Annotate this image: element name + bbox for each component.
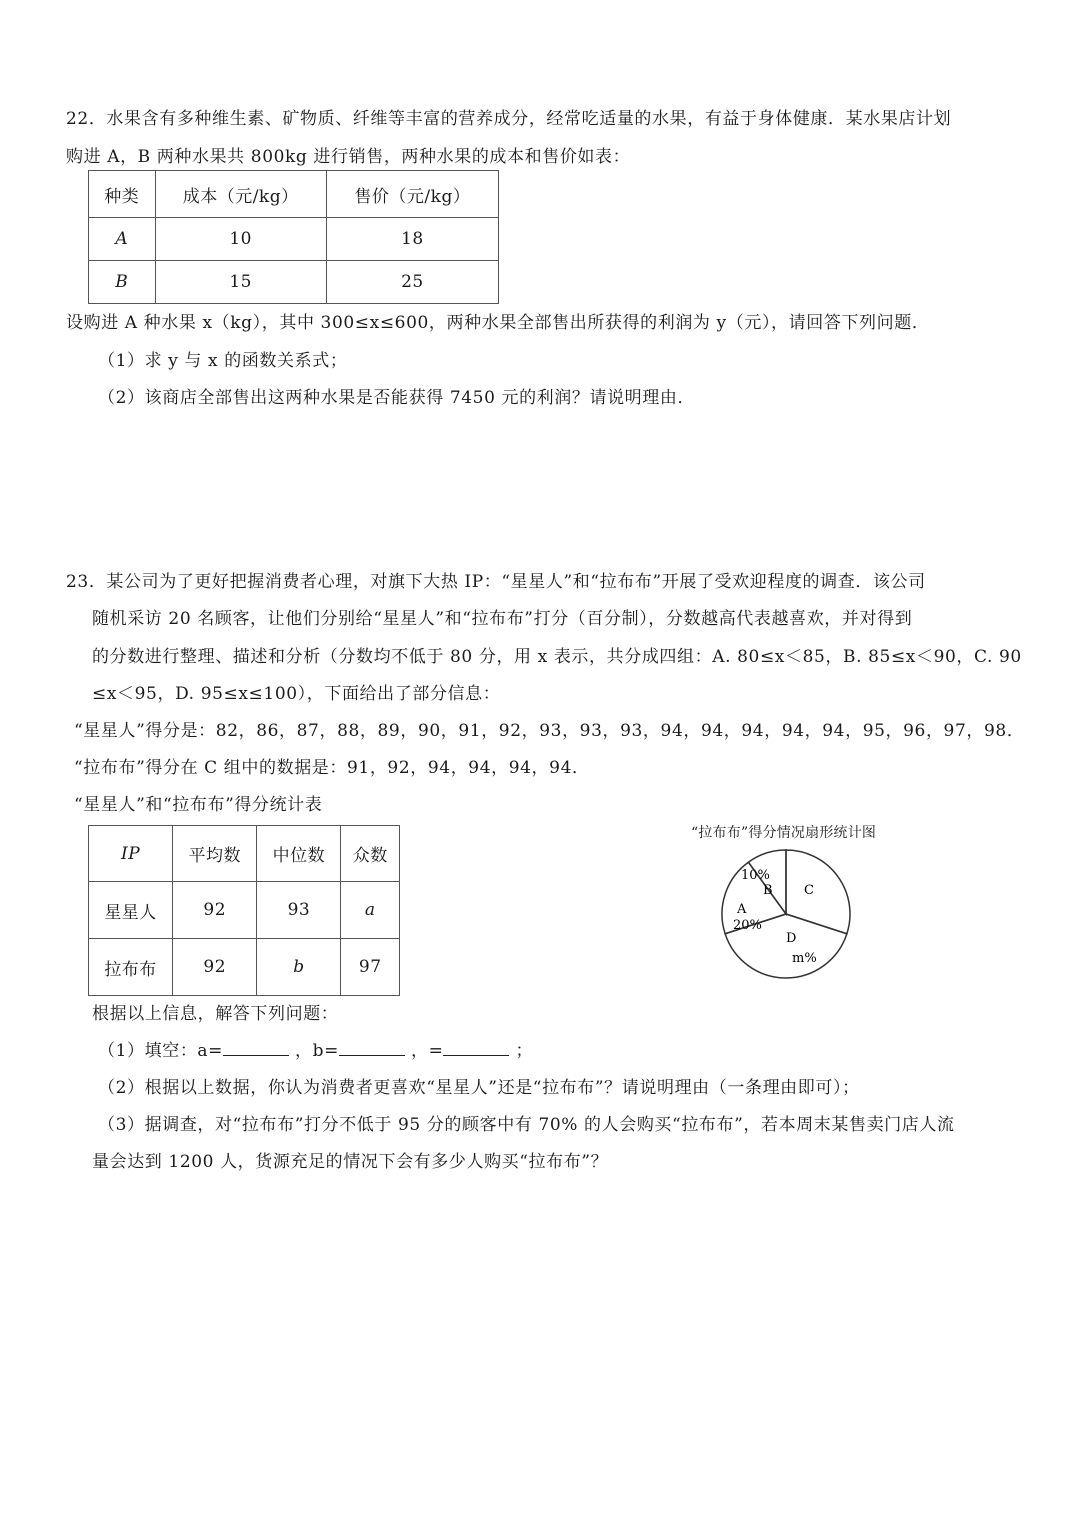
q23-after-text: 根据以上信息，解答下列问题： — [92, 1004, 339, 1024]
pie-slice-c — [786, 850, 850, 934]
table-cell: 92 — [173, 882, 257, 939]
q23-line-1: 23．某公司为了更好把握消费者心理，对旗下大热 IP：“星星人”和“拉布布”开展了受欢迎程度的调查．该公司 — [66, 572, 926, 592]
table-cell: 拉布布 — [89, 939, 173, 996]
table-header-cell: 成本（元/kg） — [155, 171, 326, 218]
q23-table-title: “星星人”和“拉布布”得分统计表 — [74, 795, 323, 815]
table-row — [89, 882, 400, 939]
table-cell: A — [89, 218, 156, 261]
fill-b-label: ，b= — [295, 1041, 339, 1061]
table-cell: 星星人 — [89, 882, 173, 939]
table-row — [89, 826, 400, 882]
q23-line-6: “拉布布”得分在 C 组中的数据是：91，92，94，94，94，94． — [74, 758, 590, 778]
q23-line-3: 的分数进行整理、描述和分析（分数均不低于 80 分，用 x 表示，共分成四组：A. 80≤x＜85，B. 85≤x＜90，C. 90 — [92, 647, 1022, 667]
table-cell: 18 — [326, 218, 498, 261]
table-header-cell: 种类 — [89, 171, 156, 218]
table-header-cell: 中位数 — [257, 826, 341, 882]
table-cell: 93 — [257, 882, 341, 939]
table-row — [89, 218, 499, 261]
blank-b[interactable] — [339, 1041, 405, 1056]
table-cell: 25 — [326, 261, 498, 304]
table-row — [89, 171, 499, 218]
q23-part-3a: （3）据调查，对“拉布布”打分不低于 95 分的顾客中有 70% 的人会购买“拉布布”，若本周末某售卖门店人流 — [98, 1115, 955, 1135]
q22-line-2: 购进 A，B 两种水果共 800kg 进行销售，两种水果的成本和售价如表： — [66, 147, 631, 167]
q23-part-2: （2）根据以上数据，你认为消费者更喜欢“星星人”还是“拉布布”？请说明理由（一条理由即可）； — [98, 1078, 860, 1098]
table-cell: b — [257, 939, 341, 996]
q23-score-table — [88, 825, 400, 996]
table-header-cell: 售价（元/kg） — [326, 171, 498, 218]
table-cell: 97 — [341, 939, 400, 996]
pie-label-d-percent: m% — [792, 951, 817, 966]
q22-line-1: 22．水果含有多种维生素、矿物质、纤维等丰富的营养成分，经常吃适量的水果，有益于身体健康．某水果店计划 — [66, 109, 952, 129]
table-cell: B — [89, 261, 156, 304]
pie-label-c-name: C — [804, 883, 814, 898]
pie-label-d-name: D — [786, 931, 797, 946]
q22-cost-table — [88, 170, 499, 304]
q23-line-2: 随机采访 20 名顾客，让他们分别给“星星人”和“拉布布”打分（百分制），分数越高代表越喜欢，并对得到 — [92, 609, 913, 629]
table-header-cell: 平均数 — [173, 826, 257, 882]
q22-line-3: 设购进 A 种水果 x（kg），其中 300≤x≤600，两种水果全部售出所获得的利润为 y（元），请回答下列问题． — [66, 313, 930, 333]
fill-eq-label: ，= — [410, 1041, 444, 1061]
pie-label-b-percent: 10% — [741, 868, 770, 883]
pie-label-a-percent: 20% — [733, 918, 762, 933]
table-row — [89, 939, 400, 996]
q23-part-1 — [98, 1036, 533, 1061]
pie-label-b-name: B — [763, 883, 773, 898]
table-cell: 10 — [155, 218, 326, 261]
table-cell: a — [341, 882, 400, 939]
q23-line-5: “星星人”得分是：82，86，87，88，89，90，91，92，93，93，93，94，94，94，94，94，95，96，97，98． — [74, 721, 1025, 741]
pie-chart-title: “拉布布”得分情况扇形统计图 — [691, 825, 877, 841]
table-header-cell: 众数 — [341, 826, 400, 882]
table-row — [89, 261, 499, 304]
fill-end: ； — [515, 1041, 534, 1061]
pie-chart — [700, 840, 880, 990]
blank-m[interactable] — [443, 1041, 509, 1056]
q23-line-4: ≤x＜95，D. 95≤x≤100），下面给出了部分信息： — [92, 684, 501, 704]
pie-label-a-name: A — [737, 902, 747, 917]
q22-part-2: （2）该商店全部售出这两种水果是否能获得 7450 元的利润？请说明理由． — [98, 388, 696, 408]
q22-part-1: （1）求 y 与 x 的函数关系式； — [98, 351, 348, 371]
table-cell: 15 — [155, 261, 326, 304]
table-cell: 92 — [173, 939, 257, 996]
fill-prefix: （1）填空：a= — [98, 1041, 223, 1061]
blank-a[interactable] — [223, 1041, 289, 1056]
q23-part-3b: 量会达到 1200 人，货源充足的情况下会有多少人购买“拉布布”？ — [92, 1152, 609, 1172]
table-header-cell: IP — [89, 826, 173, 882]
